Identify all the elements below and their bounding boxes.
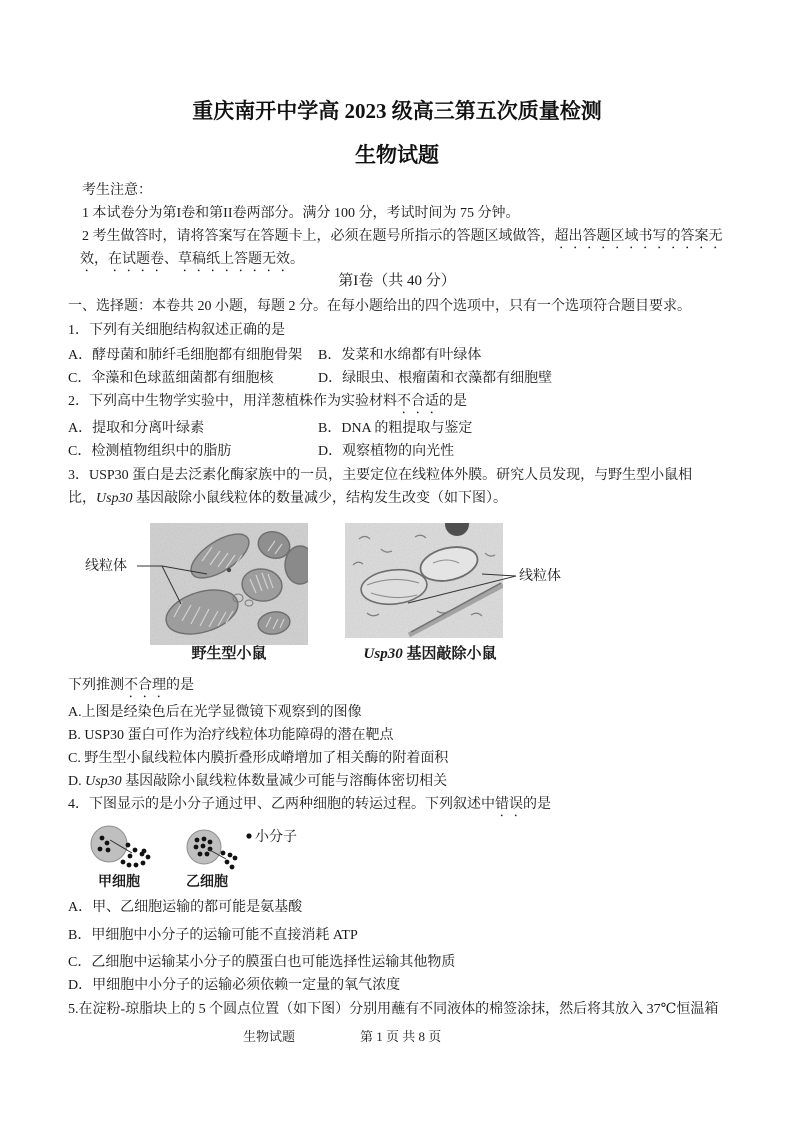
gene-name-italic: Usp30	[96, 491, 133, 506]
page-title: 重庆南开中学高 2023 级高三第五次质量检测	[192, 99, 602, 123]
question-2-option-a: A．提取和分离叶绿素	[68, 421, 205, 436]
question-1-stem: 1．下列有关细胞结构叙述正确的是	[68, 323, 285, 338]
knockout-caption-rest: 基因敲除小鼠	[402, 646, 497, 662]
question-4-option-a: A．甲、乙细胞运输的都可能是氨基酸	[68, 900, 303, 915]
question-1-option-c: C．伞藻和色球蓝细菌都有细胞核	[68, 371, 274, 386]
question-4-stem-post: 的是	[523, 797, 551, 812]
gene-name-italic: Usp30	[85, 774, 122, 789]
question-3-option-a: A.上图是经染色后在光学显微镜下观察到的图像	[68, 705, 362, 720]
notice-item-2-emphasis: 超出答题区域书写的答案无	[554, 229, 723, 244]
mitochondria-label-left: 线粒体	[85, 559, 127, 574]
question-3-option-c: C. 野生型小鼠线粒体内膜折叠形成嵴增加了相关酶的附着面积	[68, 751, 449, 766]
wild-type-caption: 野生型小鼠	[191, 646, 267, 662]
question-2-option-c: C．检测植物组织中的脂肪	[68, 444, 232, 459]
notice-item-2-text: 2 考生做答时，请将答案写在答题卡上，必须在题号所指示的答题区域做答，	[82, 229, 555, 244]
question-3-option-d-pre: D.	[68, 774, 86, 789]
question-4-stem-emphasis: 错误	[495, 797, 523, 812]
question-3-prompt	[68, 677, 194, 701]
question-1-option-b: B．发菜和水绵都有叶绿体	[318, 348, 482, 363]
knockout-micrograph	[345, 523, 503, 638]
question-2-stem-pre: 2．下列高中生物学实验中，用洋葱植株作为实验材料	[68, 394, 397, 409]
wild-type-micrograph	[150, 523, 308, 645]
section-1-intro: 一、选择题：本卷共 20 小题，每题 2 分。在每小题给出的四个选项中，只有一个选项符合题目要求。	[68, 299, 691, 314]
question-3-stem-line2-pre: 比，	[68, 491, 96, 506]
notice-item-2-wrap-emphasis: 效，在试题卷、草稿纸上答题无效。	[80, 252, 304, 267]
question-2-stem-post: 的是	[439, 394, 467, 409]
gene-name-italic: Usp30	[363, 646, 403, 662]
question-2-stem-emphasis: 不合适	[397, 394, 439, 409]
question-1-option-a: A．酵母菌和肺纤毛细胞都有细胞骨架	[68, 348, 303, 363]
question-3-prompt-post: 的是	[166, 678, 194, 693]
knockout-caption	[345, 645, 515, 663]
cell-b-label: 乙细胞	[186, 875, 228, 890]
mitochondria-label-right: 线粒体	[519, 569, 561, 584]
question-3-stem-line2-post: 基因敲除小鼠线粒体的数量减少，结构发生改变（如下图）。	[132, 491, 508, 506]
section-1-heading: 第I卷（共 40 分）	[338, 273, 456, 289]
small-molecule-legend-dot	[246, 833, 251, 838]
cell-a-label: 甲细胞	[98, 875, 140, 890]
question-3-prompt-emphasis: 不合理	[124, 678, 166, 693]
page-subtitle: 生物试题	[355, 143, 439, 167]
question-1-option-d: D．绿眼虫、根瘤菌和衣藻都有细胞壁	[318, 371, 553, 386]
footer-page-number: 第 1 页 共 8 页	[360, 1029, 442, 1044]
question-2-stem	[68, 393, 467, 417]
question-4-option-c: C．乙细胞中运输某小分子的膜蛋白也可能选择性运输其他物质	[68, 955, 456, 970]
question-4-option-d: D．甲细胞中小分子的运输必须依赖一定量的氧气浓度	[68, 978, 401, 993]
question-3-option-b: B. USP30 蛋白可作为治疗线粒体功能障碍的潜在靶点	[68, 728, 394, 743]
question-3-stem-line2	[68, 490, 507, 508]
question-5-stem: 5.在淀粉-琼脂块上的 5 个圆点位置（如下图）分别用蘸有不同液体的棉签涂抹，然后将其放入 37℃恒温箱	[68, 1002, 719, 1017]
question-4-stem-pre: 4．下图显示的是小分子通过甲、乙两种细胞的转运过程。下列叙述中	[68, 797, 495, 812]
question-3-option-d-post: 基因敲除小鼠线粒体数量减少可能与溶酶体密切相关	[121, 774, 448, 789]
notice-item-2	[82, 228, 723, 252]
question-4-stem	[68, 796, 551, 820]
legend-small-molecule: 小分子	[255, 830, 297, 845]
footer-doc-name: 生物试题	[243, 1029, 296, 1044]
question-3-option-d	[68, 773, 447, 791]
notice-heading: 考生注意：	[82, 183, 152, 198]
question-3-prompt-pre: 下列推测	[68, 678, 124, 693]
question-2-option-d: D．观察植物的向光性	[318, 444, 455, 459]
notice-item-1: 1 本试卷分为第I卷和第II卷两部分。满分 100 分，考试时间为 75 分钟。	[82, 206, 520, 221]
question-2-option-b: B．DNA 的粗提取与鉴定	[318, 421, 473, 436]
question-4-option-b: B．甲细胞中小分子的运输可能不直接消耗 ATP	[68, 928, 358, 943]
question-3-stem-line1: 3．USP30 蛋白是去泛素化酶家族中的一员，主要定位在线粒体外膜。研究人员发现，与野生型小鼠相	[68, 468, 693, 483]
